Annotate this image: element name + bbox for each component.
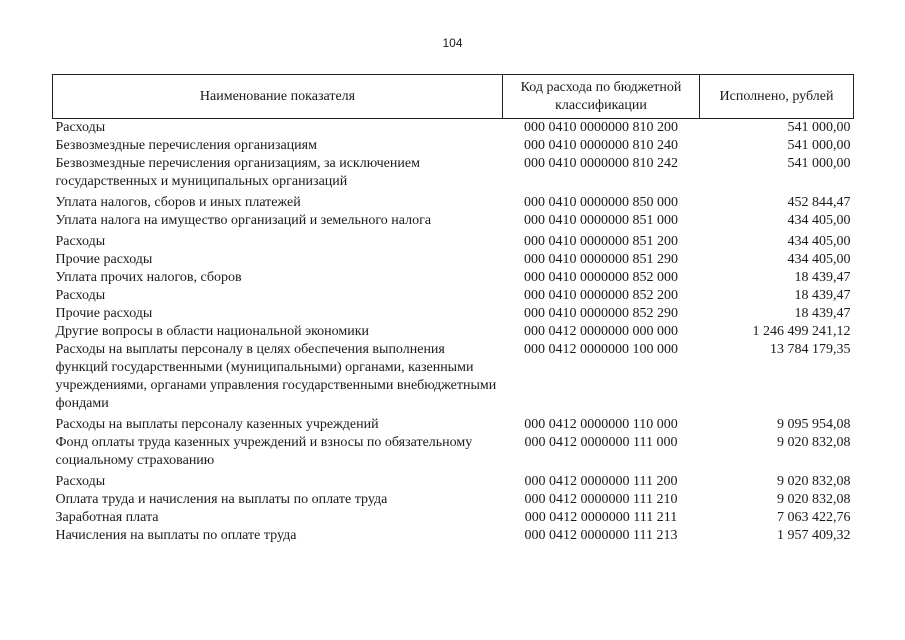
row-code: 000 0412 0000000 111 213 xyxy=(524,528,678,543)
row-amount: 541 000,00 xyxy=(787,138,851,153)
row-code: 000 0410 0000000 810 240 xyxy=(524,138,678,153)
row-amount: 541 000,00 xyxy=(787,156,851,171)
row-amount: 1 957 409,32 xyxy=(777,528,851,543)
row-code: 000 0412 0000000 110 000 xyxy=(524,417,678,432)
table-row xyxy=(53,191,854,212)
row-amount: 9 020 832,08 xyxy=(777,435,851,450)
row-code: 000 0412 0000000 111 200 xyxy=(524,474,678,489)
table-row xyxy=(53,119,854,138)
expenditure-table xyxy=(52,74,854,545)
row-amount: 13 784 179,35 xyxy=(770,342,851,357)
table-row xyxy=(53,341,854,413)
row-amount: 434 405,00 xyxy=(787,213,851,228)
row-name: Безвозмездные перечисления организациям xyxy=(55,138,317,153)
table-row xyxy=(53,470,854,491)
row-name: Уплата прочих налогов, сборов xyxy=(55,270,242,285)
row-name: Фонд оплаты труда казенных учреждений и взносы по обязательному социальному страхованию xyxy=(55,435,473,468)
row-name: Расходы xyxy=(55,234,106,249)
row-code: 000 0412 0000000 111 210 xyxy=(524,492,678,507)
table-row xyxy=(53,287,854,305)
header-name: Наименование показателя xyxy=(53,75,503,119)
row-name: Другие вопросы в области национальной экономики xyxy=(55,324,370,339)
table-row xyxy=(53,323,854,341)
row-name: Начисления на выплаты по оплате труда xyxy=(55,528,297,543)
row-code: 000 0410 0000000 851 000 xyxy=(524,213,678,228)
row-name: Прочие расходы xyxy=(55,252,153,267)
row-name: Расходы на выплаты персоналу в целях обеспечения выполнения функций государственными (муниципальными) органами, казенными учреждениями, органами управления государственными внебюджетными фондами xyxy=(55,342,497,411)
row-code: 000 0410 0000000 852 000 xyxy=(524,270,678,285)
row-amount: 9 020 832,08 xyxy=(777,474,851,489)
table-row xyxy=(53,413,854,434)
row-code: 000 0412 0000000 100 000 xyxy=(524,342,678,357)
header-amount: Исполнено, рублей xyxy=(700,75,854,119)
row-name: Безвозмездные перечисления организациям, за исключением государственных и муниципальных организаций xyxy=(55,156,420,189)
row-amount: 7 063 422,76 xyxy=(777,510,851,525)
row-code: 000 0412 0000000 000 000 xyxy=(524,324,678,339)
row-amount: 18 439,47 xyxy=(794,306,851,321)
table-row xyxy=(53,155,854,191)
row-name: Уплата налога на имущество организаций и земельного налога xyxy=(55,213,432,228)
row-amount: 541 000,00 xyxy=(787,120,851,135)
row-code: 000 0410 0000000 852 200 xyxy=(524,288,678,303)
table-row xyxy=(53,230,854,251)
row-amount: 18 439,47 xyxy=(794,288,851,303)
row-name: Оплата труда и начисления на выплаты по оплате труда xyxy=(55,492,388,507)
table-row xyxy=(53,212,854,230)
table-row xyxy=(53,527,854,545)
row-code: 000 0410 0000000 850 000 xyxy=(524,195,678,210)
row-code: 000 0412 0000000 111 000 xyxy=(524,435,678,450)
row-amount: 9 020 832,08 xyxy=(777,492,851,507)
row-amount: 18 439,47 xyxy=(794,270,851,285)
table-row xyxy=(53,509,854,527)
table-header-row xyxy=(53,75,854,119)
table-row xyxy=(53,491,854,509)
row-code: 000 0410 0000000 810 242 xyxy=(524,156,678,171)
row-name: Уплата налогов, сборов и иных платежей xyxy=(55,195,301,210)
row-name: Расходы xyxy=(55,474,106,489)
row-amount: 434 405,00 xyxy=(787,234,851,249)
page-number: 104 xyxy=(442,36,463,50)
table-row xyxy=(53,251,854,269)
row-code: 000 0410 0000000 851 290 xyxy=(524,252,678,267)
table-row xyxy=(53,137,854,155)
row-name: Расходы на выплаты персоналу казенных учреждений xyxy=(55,417,379,432)
row-name: Расходы xyxy=(55,120,106,135)
row-name: Заработная плата xyxy=(55,510,159,525)
row-code: 000 0410 0000000 852 290 xyxy=(524,306,678,321)
row-amount: 1 246 499 241,12 xyxy=(752,324,851,339)
header-code: Код расхода по бюджетной классификации xyxy=(503,75,700,119)
row-amount: 434 405,00 xyxy=(787,252,851,267)
table-row xyxy=(53,305,854,323)
row-name: Прочие расходы xyxy=(55,306,153,321)
row-amount: 452 844,47 xyxy=(787,195,851,210)
table-row xyxy=(53,269,854,287)
table-row xyxy=(53,434,854,470)
row-name: Расходы xyxy=(55,288,106,303)
row-amount: 9 095 954,08 xyxy=(777,417,851,432)
row-code: 000 0410 0000000 810 200 xyxy=(524,120,678,135)
row-code: 000 0412 0000000 111 211 xyxy=(524,510,678,525)
row-code: 000 0410 0000000 851 200 xyxy=(524,234,678,249)
